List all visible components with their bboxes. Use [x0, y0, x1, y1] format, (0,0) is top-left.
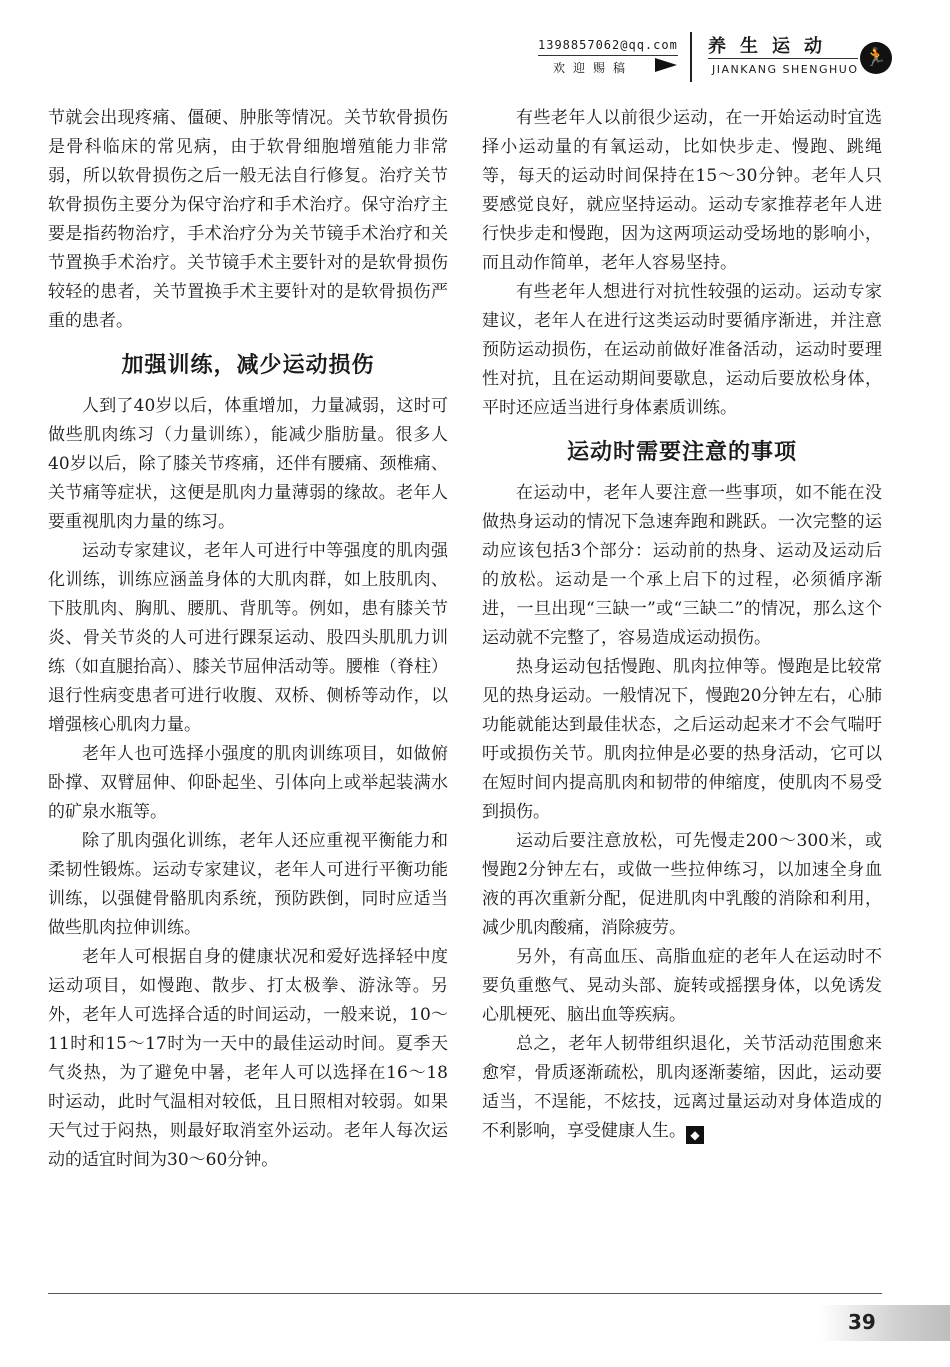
- paragraph-text: 总之，老年人韧带组织退化，关节活动范围愈来愈窄，骨质逐渐疏松，肌肉逐渐萎缩，因此，运动要适当，不逞能，不炫技，远离过量运动对身体造成的不利影响，享受健康人生。: [482, 1034, 882, 1141]
- paragraph: 老年人可根据自身的健康状况和爱好选择轻中度运动项目，如慢跑、散步、打太极拳、游泳等。另外，老年人可选择合适的时间运动，一般来说，10～11时和15～17时为一天中的最佳运动时间。夏季天气炎热，为了避免中暑，老年人可以选择在16～18时运动，此时气温相对较低，且日照相对较弱。如果天气过于闷热，则最好取消室外运动。老年人每次运动的适宜时间为30～60分钟。: [48, 947, 448, 1170]
- section-category: 养生运动: [708, 36, 836, 57]
- paragraph: 热身运动包括慢跑、肌肉拉伸等。慢跑是比较常见的热身运动。一般情况下，慢跑20分钟左右，心肺功能就能达到最佳状态，之后运动起来才不会气喘吁吁或损伤关节。肌肉拉伸是必要的热身活动，它可以在短时间内提高肌肉和韧带的伸缩度，使肌肉不易受到损伤。: [482, 657, 882, 822]
- right-column: [482, 104, 882, 1146]
- paragraph: 除了肌肉强化训练，老年人还应重视平衡能力和柔韧性锻炼。运动专家建议，老年人可进行平衡功能训练，以强健骨骼肌肉系统，预防跌倒，同时应适当做些肌肉拉伸训练。: [48, 831, 448, 938]
- final-paragraph: [482, 1030, 882, 1146]
- paragraph: 有些老年人想进行对抗性较强的运动。运动专家建议，老年人在进行这类运动时要循序渐进，并注意预防运动损伤，在运动前做好准备活动，运动时要理性对抗，且在运动期间要歇息，运动后要放松身体，平时还应适当进行身体素质训练。: [482, 282, 882, 418]
- header-divider-line: [538, 55, 678, 56]
- running-figure-icon: 🏃: [860, 42, 892, 74]
- arrow-icon: [655, 58, 677, 72]
- contact-email: 1398857062@qq.com: [538, 38, 678, 52]
- section-heading: 运动时需要注意的事项: [566, 440, 797, 465]
- page-number-background: [820, 1305, 950, 1341]
- header-vertical-divider: [690, 32, 692, 82]
- paragraph: 节就会出现疼痛、僵硬、肿胀等情况。关节软骨损伤是骨科临床的常见病，由于软骨细胞增殖能力非常弱，所以软骨损伤之后一般无法自行修复。治疗关节软骨损伤主要分为保守治疗和手术治疗。保守治疗主要是指药物治疗，手术治疗分为关节镜手术治疗和关节置换手术治疗。关节镜手术主要针对的是软骨损伤较轻的患者，关节置换手术主要针对的是软骨损伤严重的患者。: [48, 108, 448, 331]
- paragraph: 有些老年人以前很少运动，在一开始运动时宜选择小运动量的有氧运动，比如快步走、慢跑、跳绳等，每天的运动时间保持在15～30分钟。老年人只要感觉良好，就应坚持运动。运动专家推荐老年人进行快步走和慢跑，因为这两项运动受场地的影响小，而且动作简单，老年人容易坚持。: [482, 108, 882, 273]
- section-heading: 加强训练，减少运动损伤: [121, 353, 375, 378]
- paragraph: 运动专家建议，老年人可进行中等强度的肌肉强化训练，训练应涵盖身体的大肌肉群，如上肢肌肉、下肢肌肉、胸肌、腰肌、背肌等。例如，患有膝关节炎、骨关节炎的人可进行踝泵运动、股四头肌肌力训练（如直腿抬高）、膝关节屈伸活动等。腰椎（脊柱）退行性病变患者可进行收腹、双桥、侧桥等动作，以增强核心肌肉力量。: [48, 541, 448, 735]
- paragraph: 老年人也可选择小强度的肌肉训练项目，如做俯卧撑、双臂屈伸、仰卧起坐、引体向上或举起装满水的矿泉水瓶等。: [48, 744, 448, 822]
- category-underline: [708, 58, 858, 59]
- paragraph: 在运动中，老年人要注意一些事项，如不能在没做热身运动的情况下急速奔跑和跳跃。一次完整的运动应该包括3个部分：运动前的热身、运动及运动后的放松。运动是一个承上启下的过程，必须循序渐进，一旦出现“三缺一”或“三缺二”的情况，那么这个运动就不完整了，容易造成运动损伤。: [482, 483, 882, 648]
- page-header: [0, 0, 950, 95]
- page-number: 39: [848, 1310, 876, 1334]
- paragraph: 人到了40岁以后，体重增加，力量减弱，这时可做些肌肉练习（力量训练），能减少脂肪量。很多人40岁以后，除了膝关节疼痛，还伴有腰痛、颈椎痛、关节痛等症状，这便是肌肉力量薄弱的缘故。老年人要重视肌肉力量的练习。: [48, 396, 448, 532]
- footer-divider-line: [48, 1293, 882, 1294]
- paragraph: 运动后要注意放松，可先慢走200～300米，或慢跑2分钟左右，或做一些拉伸练习，以加速全身血液的再次重新分配，促进肌肉中乳酸的消除和利用，减少肌肉酸痛，消除疲劳。: [482, 831, 882, 938]
- end-diamond-icon: ◆: [686, 1126, 704, 1144]
- paragraph: 另外，有高血压、高脂血症的老年人在运动时不要负重憋气、晃动头部、旋转或摇摆身体，以免诱发心肌梗死、脑出血等疾病。: [482, 947, 882, 1025]
- welcome-submissions: 欢迎赐稿: [553, 61, 634, 75]
- left-column: [48, 104, 448, 1175]
- section-pinyin: JIANKANG SHENGHUO: [712, 63, 859, 76]
